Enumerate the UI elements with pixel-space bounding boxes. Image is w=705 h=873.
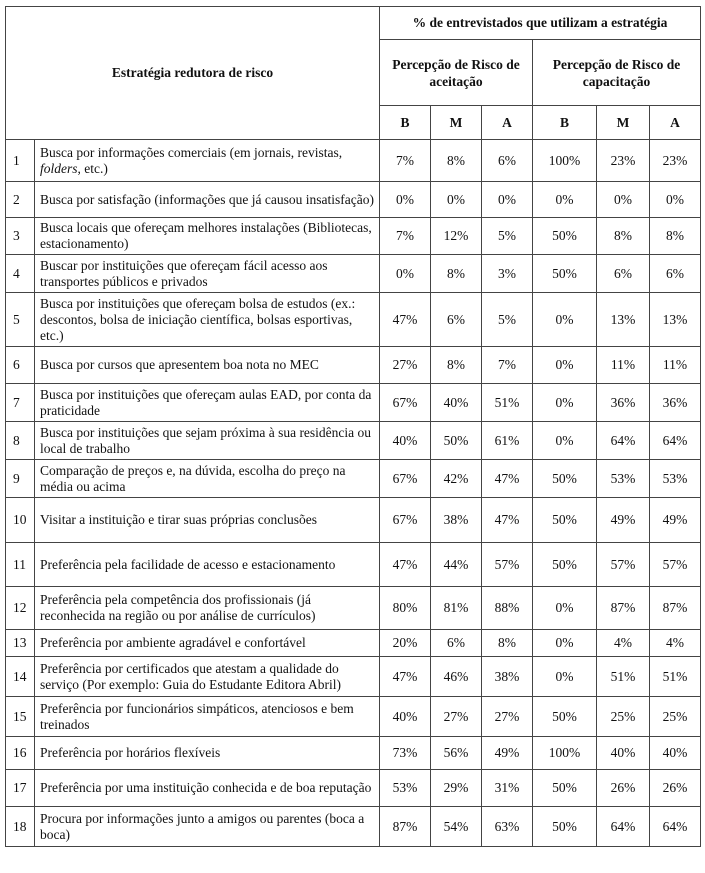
percent-cell: 47% (482, 498, 533, 543)
percent-cell: 67% (380, 498, 431, 543)
percent-cell: 0% (533, 422, 597, 460)
percent-cell: 0% (533, 293, 597, 347)
percent-cell: 100% (533, 140, 597, 182)
table-row (6, 770, 701, 807)
table-row (6, 807, 701, 847)
strategy-description: Preferência por horários flexíveis (35, 737, 380, 770)
percent-cell: 87% (650, 587, 701, 630)
row-number: 11 (6, 543, 35, 587)
percent-cell: 23% (597, 140, 650, 182)
percent-cell: 67% (380, 460, 431, 498)
percent-cell: 100% (533, 737, 597, 770)
percent-cell: 49% (650, 498, 701, 543)
percent-cell: 6% (431, 293, 482, 347)
row-number: 9 (6, 460, 35, 498)
percent-cell: 25% (650, 697, 701, 737)
percent-cell: 8% (431, 347, 482, 384)
percent-cell: 50% (533, 770, 597, 807)
strategy-description: Preferência pela competência dos profissionais (já reconhecida na região ou por análise de currículos) (35, 587, 380, 630)
strategy-description: Preferência por funcionários simpáticos, atenciosos e bem treinados (35, 697, 380, 737)
level-label: M (597, 106, 650, 140)
description-italic: folders (40, 160, 78, 176)
percent-cell: 54% (431, 807, 482, 847)
percent-cell: 36% (650, 384, 701, 422)
row-number: 17 (6, 770, 35, 807)
percent-cell: 8% (650, 218, 701, 255)
percent-cell: 50% (533, 543, 597, 587)
percent-cell: 26% (597, 770, 650, 807)
percent-cell: 73% (380, 737, 431, 770)
header-strategy: Estratégia redutora de risco (6, 7, 380, 140)
table-row (6, 657, 701, 697)
percent-cell: 20% (380, 630, 431, 657)
risk-strategy-table (5, 6, 701, 847)
level-label: B (533, 106, 597, 140)
table-row (6, 347, 701, 384)
level-label: M (431, 106, 482, 140)
percent-cell: 87% (380, 807, 431, 847)
percent-cell: 4% (650, 630, 701, 657)
row-number: 3 (6, 218, 35, 255)
strategy-description: Busca por cursos que apresentem boa nota no MEC (35, 347, 380, 384)
percent-cell: 0% (650, 182, 701, 218)
strategy-description: Preferência por certificados que atestam a qualidade do serviço (Por exemplo: Guia do Estudante Editora Abril) (35, 657, 380, 697)
percent-cell: 8% (482, 630, 533, 657)
table-row (6, 460, 701, 498)
level-label: B (380, 106, 431, 140)
percent-cell: 6% (597, 255, 650, 293)
table-row (6, 587, 701, 630)
percent-cell: 50% (533, 460, 597, 498)
percent-cell: 6% (650, 255, 701, 293)
percent-cell: 50% (431, 422, 482, 460)
percent-cell: 50% (533, 807, 597, 847)
strategy-description: Busca locais que ofereçam melhores instalações (Bibliotecas, estacionamento) (35, 218, 380, 255)
row-number: 18 (6, 807, 35, 847)
table-row (6, 140, 701, 182)
percent-cell: 8% (431, 255, 482, 293)
percent-cell: 57% (482, 543, 533, 587)
percent-cell: 0% (597, 182, 650, 218)
row-number: 12 (6, 587, 35, 630)
row-number: 7 (6, 384, 35, 422)
percent-cell: 5% (482, 293, 533, 347)
percent-cell: 47% (380, 657, 431, 697)
strategy-description: Preferência por ambiente agradável e confortável (35, 630, 380, 657)
percent-cell: 27% (380, 347, 431, 384)
percent-cell: 7% (380, 140, 431, 182)
percent-cell: 40% (597, 737, 650, 770)
percent-cell: 0% (533, 587, 597, 630)
percent-cell: 80% (380, 587, 431, 630)
percent-cell: 23% (650, 140, 701, 182)
strategy-description: Busca por instituições que ofereçam bolsa de estudos (ex.: descontos, bolsa de iniciação científica, bolsas esportivas, etc.) (35, 293, 380, 347)
table-row (6, 384, 701, 422)
percent-cell: 27% (482, 697, 533, 737)
percent-cell: 64% (597, 807, 650, 847)
percent-cell: 64% (597, 422, 650, 460)
percent-cell: 56% (431, 737, 482, 770)
table-row (6, 182, 701, 218)
percent-cell: 88% (482, 587, 533, 630)
header-capacitacao: Percepção de Risco de capacitação (533, 40, 701, 106)
percent-cell: 51% (482, 384, 533, 422)
percent-cell: 11% (597, 347, 650, 384)
percent-cell: 64% (650, 807, 701, 847)
strategy-description: Busca por satisfação (informações que já causou insatisfação) (35, 182, 380, 218)
percent-cell: 47% (380, 543, 431, 587)
row-number: 8 (6, 422, 35, 460)
percent-cell: 49% (482, 737, 533, 770)
strategy-description (35, 140, 380, 182)
row-number: 10 (6, 498, 35, 543)
strategy-description: Busca por instituições que ofereçam aulas EAD, por conta da praticidade (35, 384, 380, 422)
percent-cell: 0% (533, 657, 597, 697)
percent-cell: 87% (597, 587, 650, 630)
percent-cell: 57% (650, 543, 701, 587)
table-row (6, 737, 701, 770)
description-text-after: , etc.) (77, 160, 108, 176)
percent-cell: 40% (380, 422, 431, 460)
percent-cell: 67% (380, 384, 431, 422)
row-number: 15 (6, 697, 35, 737)
percent-cell: 61% (482, 422, 533, 460)
description-text: Busca por informações comerciais (em jornais, revistas, (40, 144, 343, 160)
percent-cell: 40% (650, 737, 701, 770)
percent-cell: 0% (533, 630, 597, 657)
percent-cell: 0% (380, 182, 431, 218)
percent-cell: 57% (597, 543, 650, 587)
percent-cell: 13% (597, 293, 650, 347)
level-label: A (482, 106, 533, 140)
percent-cell: 38% (482, 657, 533, 697)
percent-cell: 0% (431, 182, 482, 218)
strategy-description: Visitar a instituição e tirar suas próprias conclusões (35, 498, 380, 543)
strategy-description: Procura por informações junto a amigos ou parentes (boca a boca) (35, 807, 380, 847)
percent-cell: 6% (482, 140, 533, 182)
percent-cell: 5% (482, 218, 533, 255)
table-row (6, 630, 701, 657)
percent-cell: 31% (482, 770, 533, 807)
table-row (6, 422, 701, 460)
table-row (6, 255, 701, 293)
percent-cell: 0% (533, 347, 597, 384)
row-number: 16 (6, 737, 35, 770)
row-number: 5 (6, 293, 35, 347)
strategy-description: Preferência por uma instituição conhecida e de boa reputação (35, 770, 380, 807)
percent-cell: 81% (431, 587, 482, 630)
percent-cell: 7% (482, 347, 533, 384)
percent-cell: 3% (482, 255, 533, 293)
percent-cell: 51% (650, 657, 701, 697)
percent-cell: 50% (533, 697, 597, 737)
percent-cell: 27% (431, 697, 482, 737)
percent-cell: 8% (431, 140, 482, 182)
percent-cell: 11% (650, 347, 701, 384)
percent-cell: 7% (380, 218, 431, 255)
percent-cell: 12% (431, 218, 482, 255)
percent-cell: 64% (650, 422, 701, 460)
percent-cell: 53% (650, 460, 701, 498)
percent-cell: 50% (533, 255, 597, 293)
strategy-description: Preferência pela facilidade de acesso e estacionamento (35, 543, 380, 587)
percent-cell: 40% (380, 697, 431, 737)
row-number: 14 (6, 657, 35, 697)
percent-cell: 40% (431, 384, 482, 422)
percent-cell: 29% (431, 770, 482, 807)
table-row (6, 218, 701, 255)
percent-cell: 0% (533, 182, 597, 218)
row-number: 2 (6, 182, 35, 218)
percent-cell: 49% (597, 498, 650, 543)
strategy-description: Comparação de preços e, na dúvida, escolha do preço na média ou acima (35, 460, 380, 498)
header-aceitacao: Percepção de Risco de aceitação (380, 40, 533, 106)
percent-cell: 4% (597, 630, 650, 657)
percent-cell: 36% (597, 384, 650, 422)
percent-cell: 0% (533, 384, 597, 422)
percent-cell: 42% (431, 460, 482, 498)
percent-cell: 0% (482, 182, 533, 218)
table-row (6, 543, 701, 587)
percent-cell: 51% (597, 657, 650, 697)
row-number: 6 (6, 347, 35, 384)
percent-cell: 6% (431, 630, 482, 657)
percent-cell: 50% (533, 218, 597, 255)
level-label: A (650, 106, 701, 140)
percent-cell: 13% (650, 293, 701, 347)
percent-cell: 50% (533, 498, 597, 543)
percent-cell: 53% (380, 770, 431, 807)
percent-cell: 46% (431, 657, 482, 697)
table-row (6, 498, 701, 543)
row-number: 4 (6, 255, 35, 293)
percent-cell: 44% (431, 543, 482, 587)
percent-cell: 8% (597, 218, 650, 255)
percent-cell: 53% (597, 460, 650, 498)
percent-cell: 38% (431, 498, 482, 543)
header-group: % de entrevistados que utilizam a estratégia (380, 7, 701, 40)
percent-cell: 47% (482, 460, 533, 498)
row-number: 1 (6, 140, 35, 182)
table-row (6, 293, 701, 347)
table-row (6, 697, 701, 737)
strategy-description: Busca por instituições que sejam próxima à sua residência ou local de trabalho (35, 422, 380, 460)
percent-cell: 63% (482, 807, 533, 847)
row-number: 13 (6, 630, 35, 657)
percent-cell: 26% (650, 770, 701, 807)
percent-cell: 0% (380, 255, 431, 293)
percent-cell: 25% (597, 697, 650, 737)
percent-cell: 47% (380, 293, 431, 347)
strategy-description: Buscar por instituições que ofereçam fácil acesso aos transportes públicos e privados (35, 255, 380, 293)
